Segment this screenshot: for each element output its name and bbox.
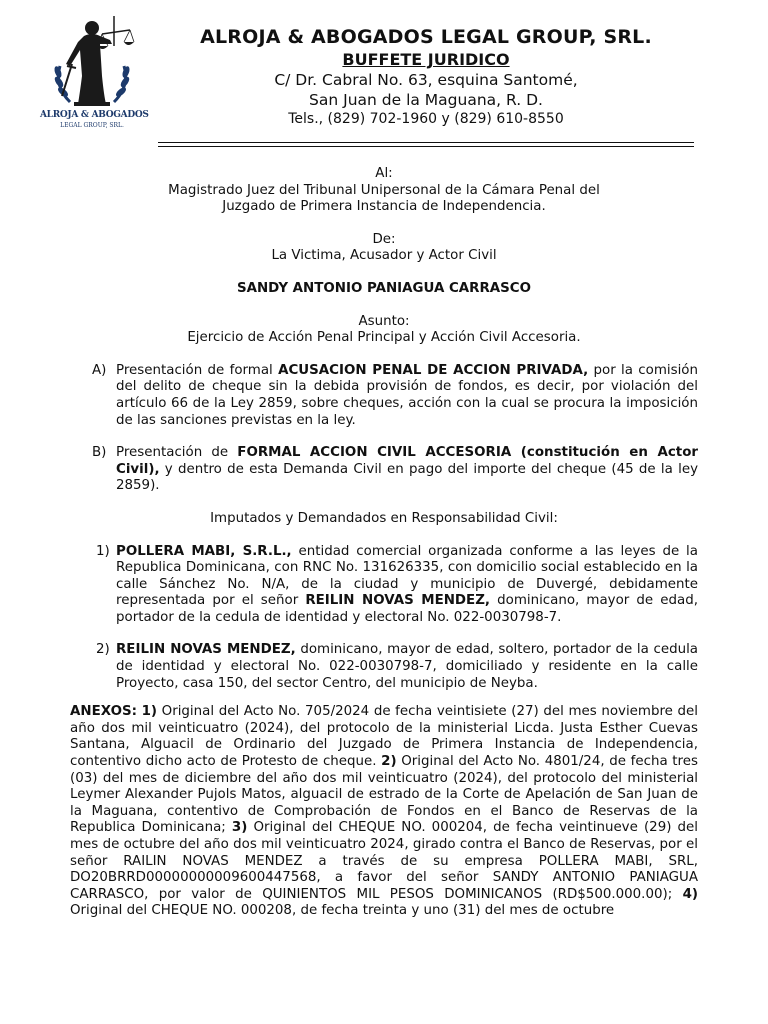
address-line2: San Juan de la Maguana, R. D. bbox=[309, 91, 543, 109]
header-divider-top bbox=[158, 142, 694, 143]
annex-text: Original del Acto No. 705/2024 de fecha veintisiete (27) del mes noviembre del año dos mil veinticuatro (2024), del protocolo de la ministerial Licda. Justa Esther Cuevas Santana, Alguacil de Ordinario del Juzgado de Primera Instancia de Independencia, contentivo dicho acto de Protesto de cheque. bbox=[70, 704, 698, 770]
sender-name: SANDY ANTONIO PANIAGUA CARRASCO bbox=[236, 280, 532, 296]
defendant-name: REILIN NOVAS MENDEZ, bbox=[116, 642, 296, 658]
address-line1: C/ Dr. Cabral No. 63, esquina Santomé, bbox=[274, 71, 578, 89]
claim-title: ACUSACION PENAL DE ACCION PRIVADA, bbox=[278, 362, 589, 378]
annex-text: Original del Acto No. 4801/24, de fecha tres (03) del mes de diciembre del año dos mil veinticuatro (2024), del protocolo del ministerial Leymer Alexander Pujols Matos, alguacil de estrado de la Corte de Apelación de San Juan de la Maguana, contentivo de Comprobación de Fondos en el Banco de Reservas de la Republica Dominicana; bbox=[70, 754, 698, 836]
annexes-label: ANEXOS: bbox=[70, 704, 137, 720]
claim-text: por la comisión del delito de cheque sin la debida provisión de fondos, es decir, por violación del artículo 66 de la Ley 2859, sobre cheques, acción con la cual se procura la imposición de las sanciones previstas en la ley. bbox=[116, 362, 698, 428]
claim-marker: B) bbox=[92, 445, 107, 461]
annex-text: Original del CHEQUE NO. 000204, de fecha veintinueve (29) del mes de octubre del año dos mil veinticuatro 2024, girado contra el Banco de Reservas, por el señor RAILIN NOVAS MENDEZ a través de su empresa POLLERA MABI, SRL, DO20BRRD00000000009600447568, a favor del señor SANDY ANTONIO PANIAGUA CARRASCO, por valor de QUINIENTOS MIL PESOS DOMINICANOS (RD$500.000.00); bbox=[70, 820, 699, 902]
logo-text-line2: LEGAL GROUP, SRL. bbox=[60, 122, 124, 129]
annex-number: 2) bbox=[381, 754, 397, 770]
claim-text: Presentación de formal bbox=[116, 362, 279, 378]
defendant-name: POLLERA MABI, S.R.L., bbox=[116, 543, 292, 559]
recipient-line2: Juzgado de Primera Instancia de Independencia. bbox=[222, 199, 546, 215]
subject-label: Asunto: bbox=[358, 313, 410, 329]
annex-number: 1) bbox=[141, 704, 158, 720]
letterhead bbox=[150, 24, 702, 129]
defendant-marker: 2) bbox=[96, 642, 110, 658]
claim-text: Presentación de bbox=[116, 445, 238, 461]
sender-label: De: bbox=[372, 231, 396, 247]
defendant-text: dominicano, mayor de edad, portador de la cedula de identidad y electoral No. 022-0030798-7. bbox=[116, 593, 698, 625]
claim-item-b bbox=[70, 445, 698, 495]
claim-marker: A) bbox=[92, 362, 107, 378]
defendants-heading: Imputados y Demandados en Responsabilidad Civil: bbox=[210, 510, 558, 526]
annexes-paragraph bbox=[70, 704, 698, 920]
logo-text-line1: ALROJA & ABOGADOS bbox=[40, 110, 149, 120]
defendant-marker: 1) bbox=[96, 543, 110, 559]
recipient-label: Al: bbox=[375, 166, 393, 181]
defendant-representative: REILIN NOVAS MENDEZ, bbox=[305, 593, 490, 609]
recipient-line1: Magistrado Juez del Tribunal Unipersonal de la Cámara Penal del bbox=[168, 182, 600, 198]
phone-numbers: Tels., (829) 702-1960 y (829) 610-8550 bbox=[288, 111, 564, 127]
document-body bbox=[70, 166, 698, 920]
firm-subtitle: BUFFETE JURIDICO bbox=[342, 50, 510, 69]
defendant-text: entidad comercial organizada conforme a las leyes de la Republica Dominicana, con RNC No. 131626335, con domicilio social establecido en la calle Sánchez No. N/A, de la ciudad y municipio de Duvergé, debidamente representada por el señor bbox=[116, 543, 698, 609]
lady-justice-icon bbox=[40, 6, 144, 110]
defendant-item-1 bbox=[70, 544, 698, 627]
defendant-item-2 bbox=[70, 642, 698, 692]
annex-number: 4) bbox=[682, 886, 698, 902]
claim-title: FORMAL ACCION CIVIL ACCESORIA (constitución en Actor Civil), bbox=[116, 445, 698, 477]
annex-text: Original del CHEQUE NO. 000208, de fecha treinta y uno (31) del mes de octubre bbox=[70, 903, 615, 919]
firm-name: ALROJA & ABOGADOS LEGAL GROUP, SRL. bbox=[200, 26, 652, 48]
header-divider-bottom bbox=[158, 146, 694, 147]
firm-logo bbox=[40, 6, 149, 136]
defendant-text: dominicano, mayor de edad, soltero, portador de la cedula de identidad y electoral No. 022-0030798-7, domiciliado y residente en la calle Proyecto, casa 150, del sector Centro, del municipio de Neyba. bbox=[116, 642, 698, 691]
sender-role: La Victima, Acusador y Actor Civil bbox=[271, 248, 497, 264]
claim-text: y dentro de esta Demanda Civil en pago del importe del cheque (45 de la ley 2859). bbox=[116, 461, 698, 494]
subject-text: Ejercicio de Acción Penal Principal y Acción Civil Accesoria. bbox=[187, 330, 581, 346]
claim-item-a bbox=[70, 363, 698, 429]
annex-number: 3) bbox=[231, 820, 248, 836]
